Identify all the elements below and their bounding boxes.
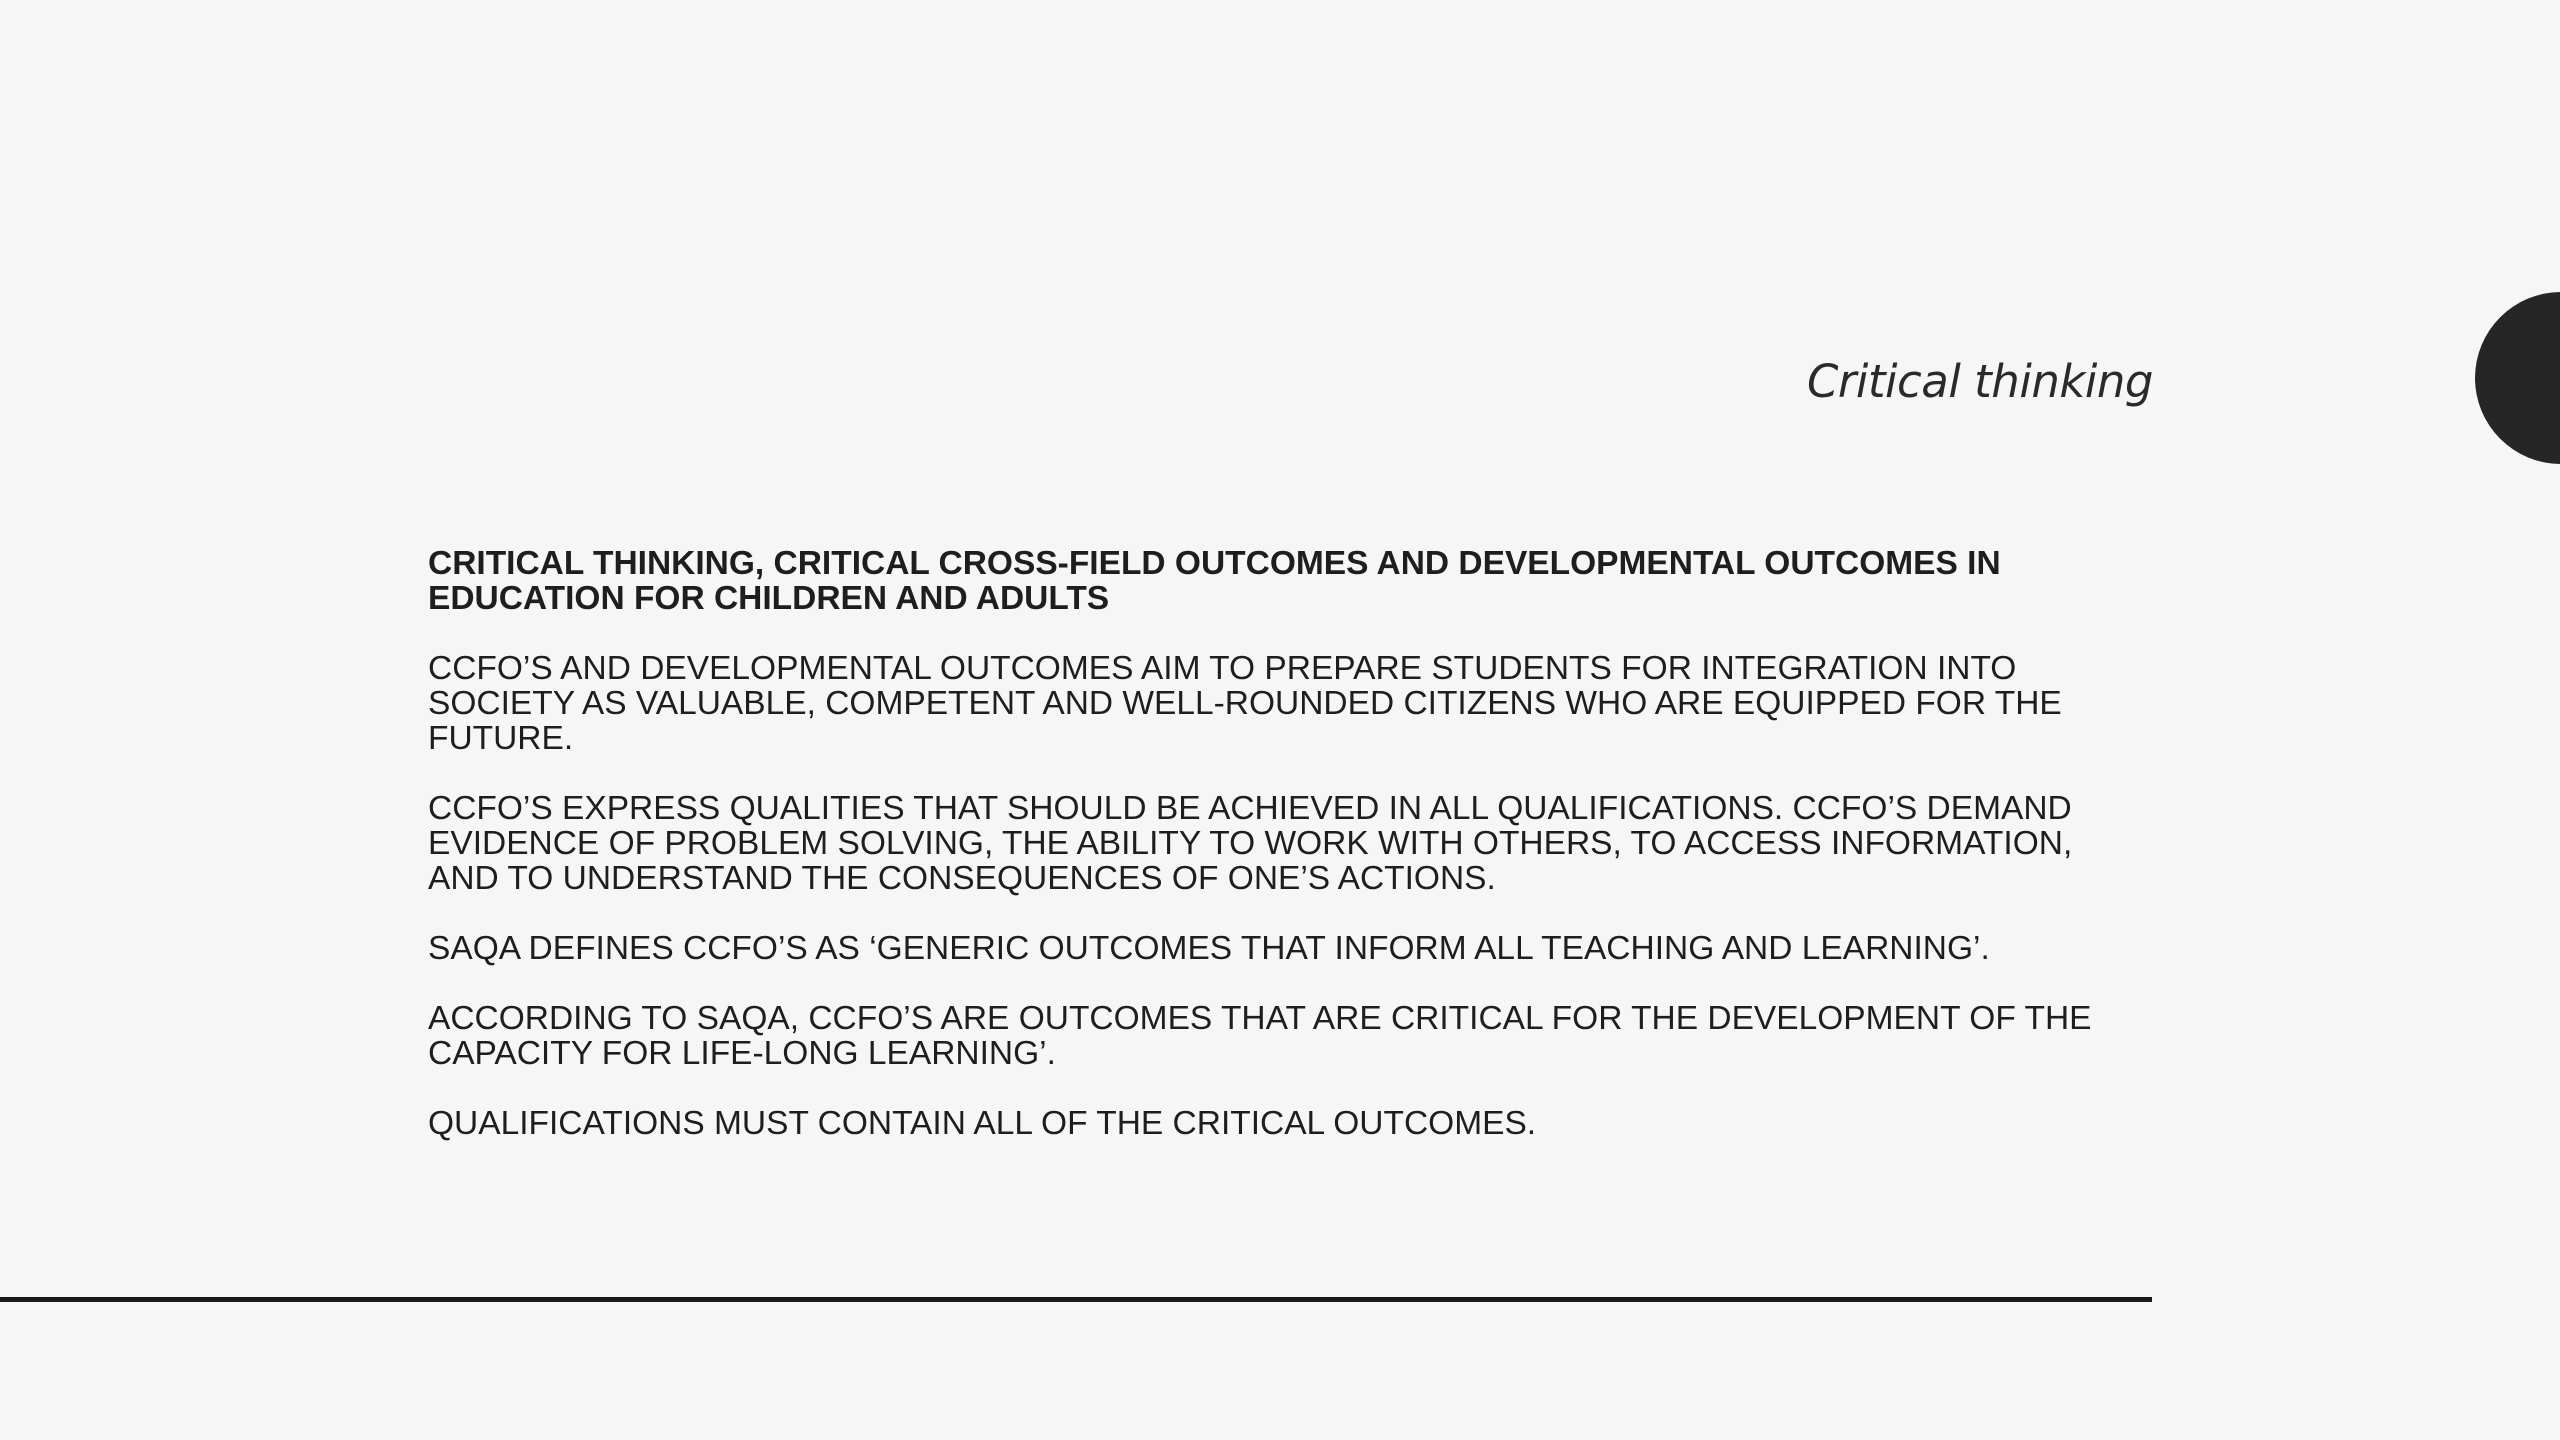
body-paragraph-5: QUALIFICATIONS MUST CONTAIN ALL OF THE CRITICAL OUTCOMES. [428,1105,1537,1142]
body-heading: CRITICAL THINKING, CRITICAL CROSS-FIELD OUTCOMES AND DEVELOPMENTAL OUTCOMES IN EDUCATION FOR CHILDREN AND ADULTS [428,545,2001,617]
body-paragraph-2: CCFO’S EXPRESS QUALITIES THAT SHOULD BE ACHIEVED IN ALL QUALIFICATIONS. CCFO’S DEMAND EVIDENCE OF PROBLEM SOLVING, THE ABILITY TO WORK WITH OTHERS, TO ACCESS INFORMATION, AND TO UNDERSTAND THE CONSEQUENCES OF ONE’S ACTIONS. [428,790,2073,897]
body-paragraph-3: SAQA DEFINES CCFO’S AS ‘GENERIC OUTCOMES THAT INFORM ALL TEACHING AND LEARNING’. [428,930,1990,967]
body-paragraph-4: ACCORDING TO SAQA, CCFO’S ARE OUTCOMES THAT ARE CRITICAL FOR THE DEVELOPMENT OF THE CAPACITY FOR LIFE-LONG LEARNING’. [428,1000,2092,1072]
slide-body [428,546,2148,1176]
body-paragraph-1: CCFO’S AND DEVELOPMENTAL OUTCOMES AIM TO PREPARE STUDENTS FOR INTEGRATION INTO SOCIETY AS VALUABLE, COMPETENT AND WELL-ROUNDED CITIZENS WHO ARE EQUIPPED FOR THE FUTURE. [428,650,2062,757]
accent-circle-decoration [2475,292,2560,464]
slide-title: Critical thinking [1806,355,2153,408]
bottom-divider-line [0,1297,2152,1302]
